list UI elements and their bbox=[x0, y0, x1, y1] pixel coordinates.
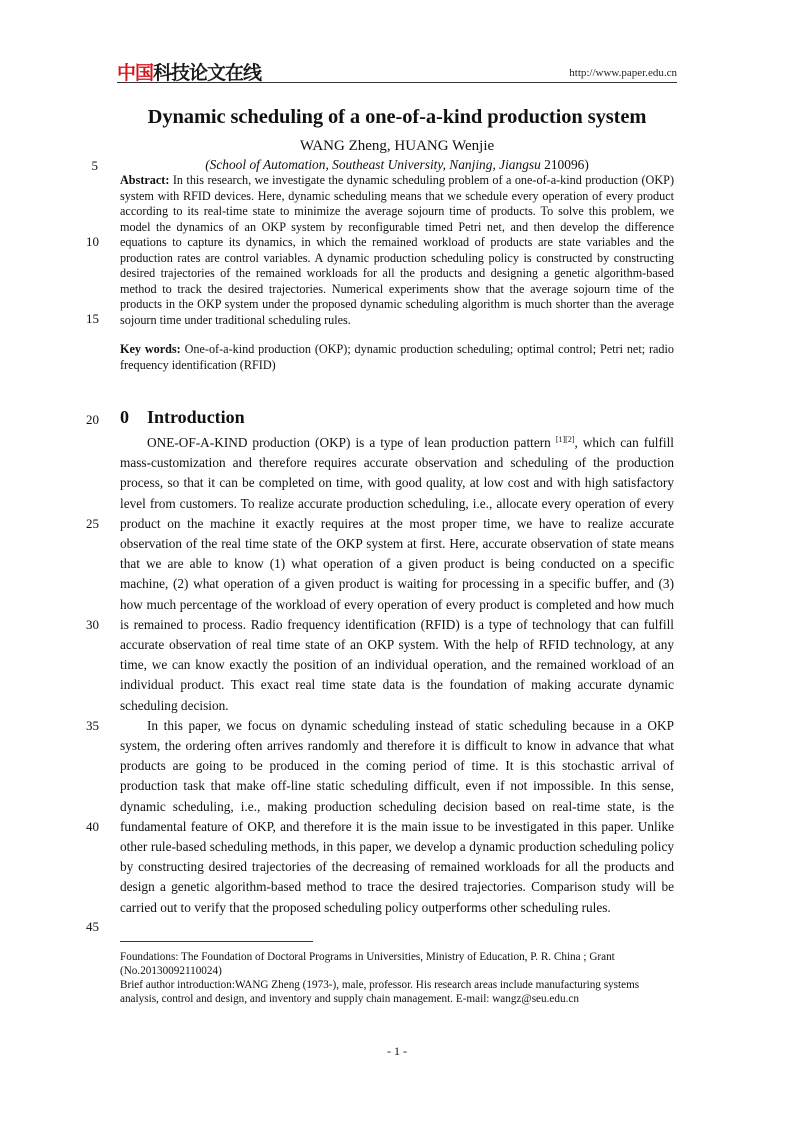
logo-red-text: 中国 bbox=[117, 62, 154, 84]
abstract-text: In this research, we investigate the dynamic scheduling problem of a one-of-a-kind production (OKP) system with RFID devices. Here, dynamic scheduling means that we schedule every operation of every product according to its real-time state to minimize the average sojourn time of products. To solve this problem, we model the dynamics of an OKP system by reconfigurable timed Petri net, and then develop the difference equations to capture its dynamics, in which the remained workload of products are state variables and the production rates are control variables. A dynamic production scheduling policy is constructed by constructing desired trajectories of the remained workloads for all the products and designing a genetic algorithm-based method to track the desired trajectories. Numerical experiments show that the average sojourn time of the products in the OKP system under the proposed dynamic scheduling algorithm is much shorter than the average sojourn time under traditional scheduling rules. bbox=[120, 173, 674, 327]
body-paragraph: In this paper, we focus on dynamic scheduling instead of static scheduling because in a OKP system, the ordering often arrives randomly and therefore it is difficult to know in advance that what products are going to be produced in the coming period of time. It is this stochastic arrival of production task that make off-line static scheduling difficult, even if not impossible. In this sense, dynamic scheduling, i.e., making production scheduling decision based on real-time state, is the fundamental feature of OKP, and therefore it is the main issue to be investigated in this paper. Unlike other rule-based scheduling methods, in this paper, we develop a dynamic production scheduling policy by constructing desired trajectories of the decreasing of remained workloads for all the products and design a genetic algorithm-based method to trace the desired trajectories. Comparison study will be carried out to verify that the proposed scheduling policy outperforms other scheduling rules. bbox=[120, 717, 674, 915]
line-number: 30 bbox=[86, 617, 99, 632]
footnote-author: Brief author introduction:WANG Zheng (1973-), male, professor. His research areas include manufacturing systems analysis, control and design, and inventory and supply chain management. E-mail: wangz@seu.edu.cn bbox=[120, 978, 640, 1005]
line-number: 10 bbox=[86, 234, 99, 249]
header-url[interactable]: http://www.paper.edu.cn bbox=[569, 67, 677, 79]
affiliation-italic: (School of Automation, Southeast University, Nanjing, Jiangsu bbox=[205, 157, 541, 172]
abstract bbox=[120, 173, 674, 328]
footnote-foundation: Foundations: The Foundation of Doctoral Programs in Universities, Ministry of Education, P. R. China ; Grant (No.20130092110024) bbox=[120, 951, 615, 977]
line-number: 45 bbox=[86, 919, 99, 934]
logo-text: 科技论文在线 bbox=[153, 62, 262, 84]
line-number: 15 bbox=[86, 311, 99, 326]
paragraph-text: ONE-OF-A-KIND production (OKP) is a type of lean production pattern bbox=[147, 435, 556, 450]
footnotes bbox=[120, 951, 680, 1007]
journal-logo bbox=[117, 58, 261, 85]
page-header bbox=[117, 54, 677, 84]
citation-ref[interactable]: [1][2] bbox=[555, 435, 575, 444]
line-number: 40 bbox=[86, 819, 99, 834]
line-number: 35 bbox=[86, 718, 99, 733]
line-number: 25 bbox=[86, 516, 99, 531]
section-title: Introduction bbox=[147, 407, 245, 427]
keywords-text: One-of-a-kind production (OKP); dynamic production scheduling; optimal control; Petri net; radio frequency identification (RFID) bbox=[120, 342, 674, 372]
keywords-label: Key words: bbox=[120, 342, 181, 356]
affiliation-postcode: 210096) bbox=[540, 157, 589, 172]
line-number: 20 bbox=[86, 412, 99, 427]
section-number: 0 bbox=[120, 407, 129, 427]
paragraph-text: , which can fulfill mass-customization and therefore requires accurate observation and scheduling of the production process, so that it can be completed on time, with good quality, at low cost and with high satisfactory level from customers. To realize accurate production scheduling, i.e., allocate every operation of every product on the machine it exactly requires at the most proper time, we have to realize accurate observation of the real time state of the OKP system at first. Here, accurate observation of state means that we are able to know (1) what operation of a given product is being conducted on a specific machine, (2) what operation of a given product is waiting for processing in a specific buffer, and (3) how much percentage of the workload of every operation of every product is completed and how much is remained to process. Radio frequency identification (RFID) is a type of technology that can fulfill accurate observation of real time state of an OKP system. With the help of RFID technology, at any time, we can know exactly the position of an individual operation, and the remained workload of an individual product. This exact real time state data is the foundation of making accurate dynamic scheduling decision. bbox=[120, 435, 675, 713]
introduction-body bbox=[120, 433, 674, 918]
section-heading bbox=[120, 407, 245, 428]
page-number: - 1 - bbox=[387, 1044, 407, 1058]
abstract-label: Abstract: bbox=[120, 173, 170, 187]
body-paragraph bbox=[120, 433, 674, 716]
footnote-divider bbox=[120, 941, 313, 942]
paper-title: Dynamic scheduling of a one-of-a-kind production system bbox=[147, 106, 647, 128]
line-number: 5 bbox=[91, 158, 98, 173]
keywords bbox=[120, 342, 674, 373]
header-divider bbox=[117, 82, 677, 83]
author-affiliation bbox=[117, 157, 677, 173]
paper-authors: WANG Zheng, HUANG Wenjie bbox=[299, 138, 495, 154]
